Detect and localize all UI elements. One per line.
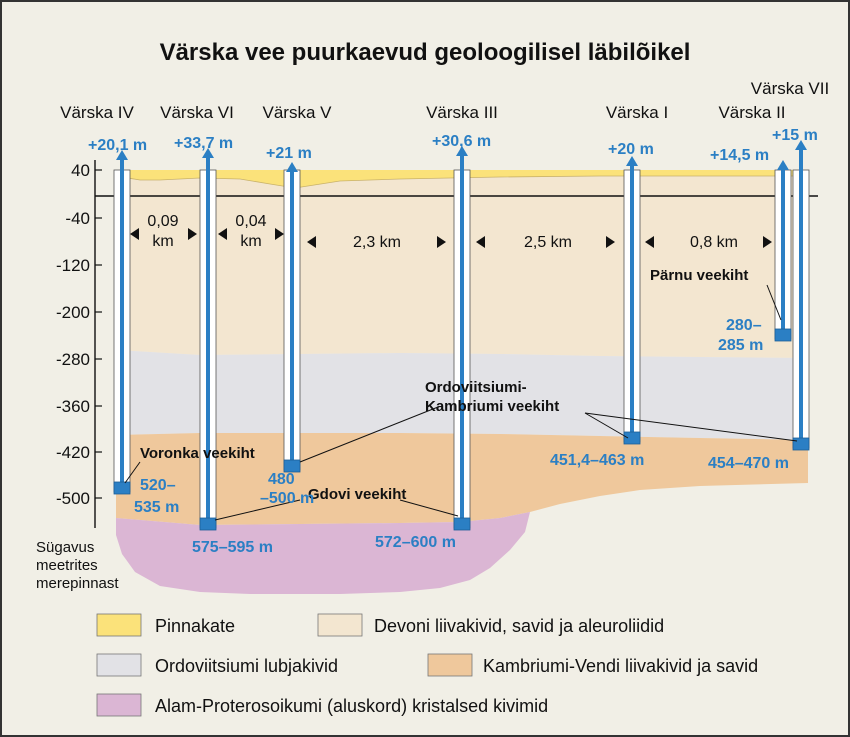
legend-swatch-ordovician [97,654,141,676]
aquifer-voronka: Voronka veekiht [140,445,255,462]
well-name: Värska I [605,103,669,122]
legend-swatch-cambrian [428,654,472,676]
well-head-level: +33,7 m [174,135,234,152]
legend-swatch-proterozoic [97,694,141,716]
depth-label-iv-1: 520– [140,477,176,494]
y-tick-label: -360 [55,397,90,416]
well-head-level: +20 m [608,141,654,158]
diagram-title: Värska vee puurkaevud geoloogilisel läbilõikel [159,39,691,66]
well-name: Värska V [262,103,332,122]
well-name: Värska IV [60,103,134,122]
y-tick-label: -40 [65,209,90,228]
axis-caption-1: Sügavus [36,539,95,556]
well-head-level: +20,1 m [88,137,148,154]
well-name: Värska III [426,103,498,122]
depth-label-ii-2: 285 m [718,337,764,354]
axis-caption-3: merepinnast [36,575,119,592]
depth-label-vii: 454–470 m [708,455,789,472]
distance-value: 2,3 km [352,234,402,251]
legend-swatch-pinnakate [97,614,141,636]
distance-value: 0,09 [147,213,179,230]
screen-interval [624,432,640,444]
well-name: Värska VII [750,79,830,98]
well-head-level: +30,6 m [432,133,492,150]
screen-interval [775,329,791,341]
depth-label-iv-2: 535 m [134,499,180,516]
depth-label-v-1: 480 [268,471,295,488]
aquifer-gdovi: Gdovi veekiht [308,486,407,503]
legend-label-ordovician: Ordoviitsiumi lubjakivid [155,656,339,676]
screen-interval [114,482,130,494]
depth-label-iii: 572–600 m [375,534,456,551]
depth-label-v-2: –500 m [260,490,315,507]
legend-label-devon: Devoni liivakivid, savid ja aleuroliidid [374,616,665,636]
axis-caption-2: meetrites [36,557,98,574]
legend-label-pinnakate: Pinnakate [155,616,236,636]
well-head-level: +21 m [266,145,312,162]
aquifer-ordovician-1: Ordoviitsiumi- [425,379,527,396]
depth-label-vi: 575–595 m [192,539,273,556]
distance-value: 0,8 km [689,234,739,251]
y-tick-label: -420 [55,443,90,462]
aquifer-parnu: Pärnu veekiht [650,267,749,284]
well-name: Värska VI [160,103,234,122]
screen-interval [793,438,809,450]
y-tick-label: -120 [55,256,90,275]
aquifer-ordovician-2: Kambriumi veekiht [425,398,560,415]
legend-label-proterozoic: Alam-Proterosoikumi (aluskord) kristalsed kivimid [155,696,549,716]
distance-unit: km [240,233,262,250]
y-tick-label: -500 [55,489,90,508]
distance-unit: km [152,233,174,250]
distance-value: 0,04 [235,213,267,230]
y-tick-label: -200 [55,303,90,322]
y-tick-label: 40 [71,161,90,180]
well-name: Värska II [718,103,786,122]
legend-label-cambrian: Kambriumi-Vendi liivakivid ja savid [483,656,759,676]
well-head-level: +14,5 m [710,147,770,164]
screen-interval [454,518,470,530]
legend-swatch-devon [318,614,362,636]
y-tick-label: -280 [55,350,90,369]
screen-interval [200,518,216,530]
distance-value: 2,5 km [523,234,573,251]
depth-label-i: 451,4–463 m [550,452,645,469]
depth-label-ii-1: 280– [726,317,762,334]
well-head-level: +15 m [772,127,818,144]
